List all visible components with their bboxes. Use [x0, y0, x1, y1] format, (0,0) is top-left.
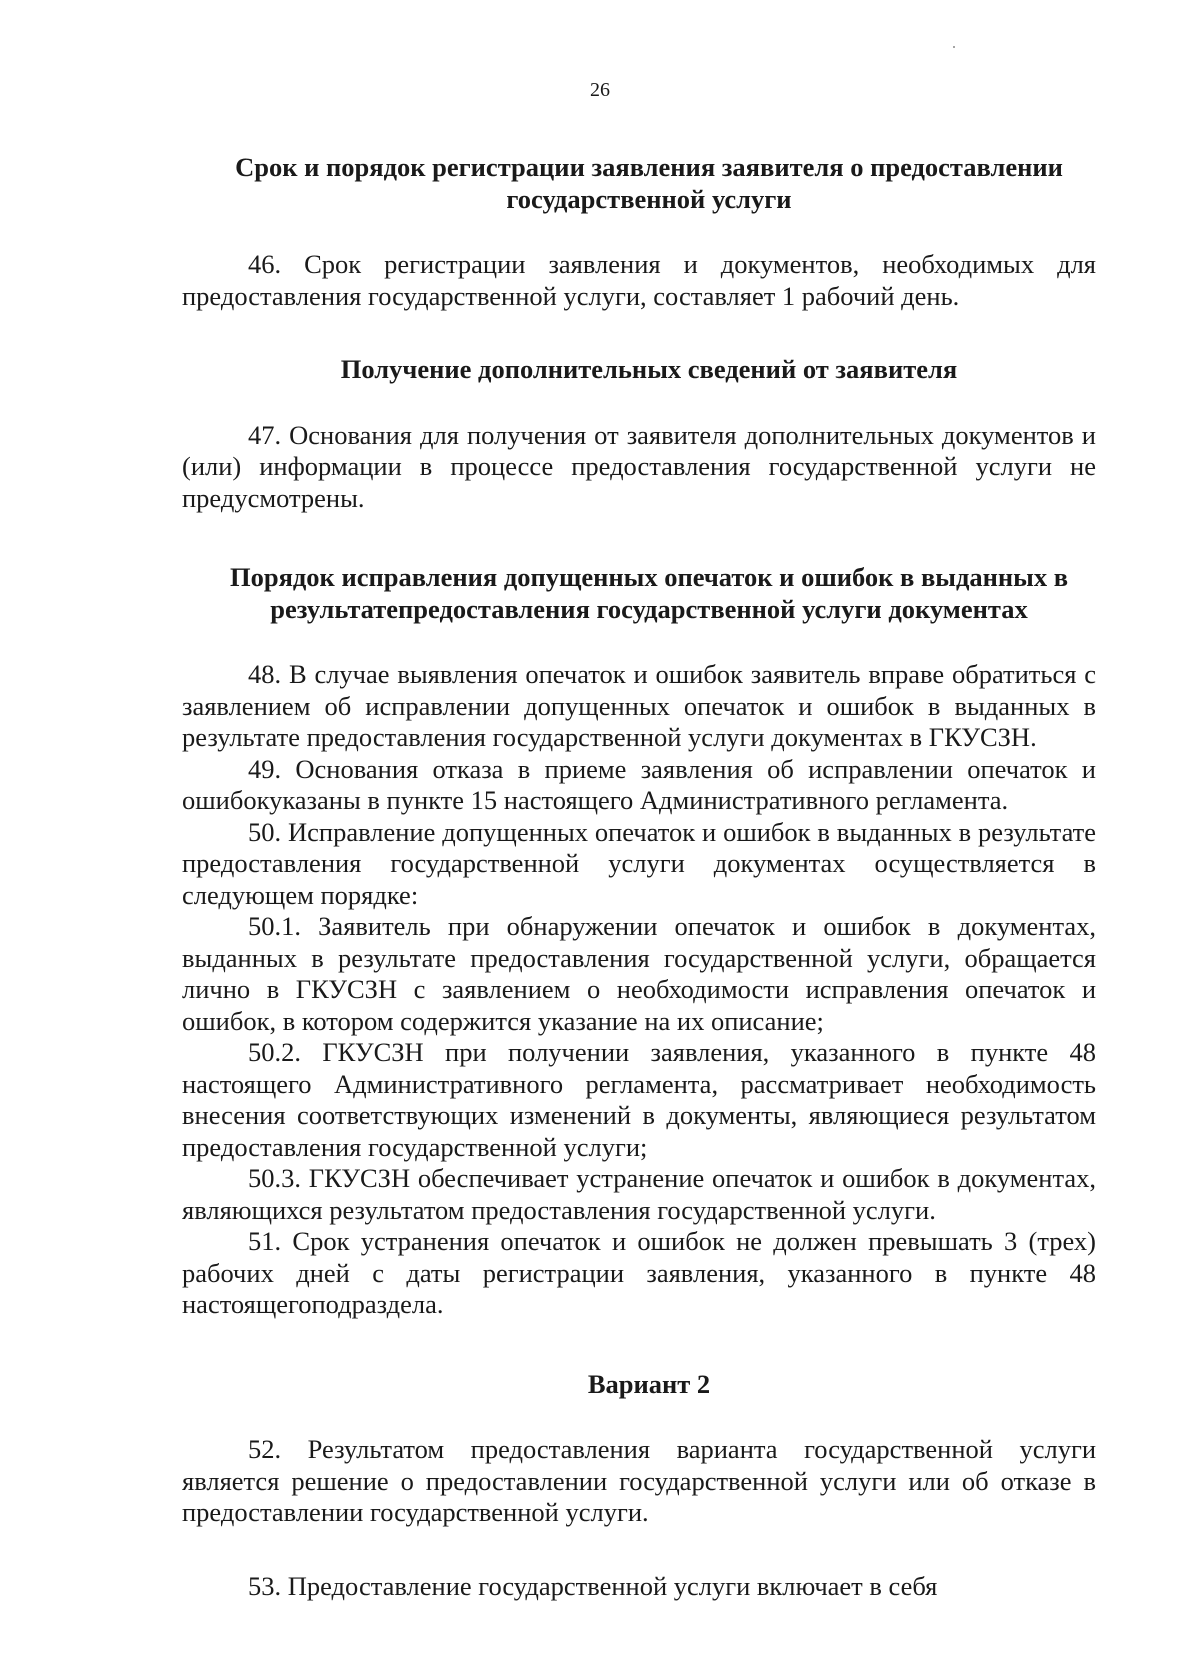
paragraph-53: 53. Предоставление государственной услуги включает в себя — [248, 1570, 938, 1601]
paragraph-48: 48. В случае выявления опечаток и ошибок заявитель вправе обратиться с заявлением об исправлении допущенных опечаток и ошибок в выданных в результате предоставления государственной услуги документах в ГКУСЗН. — [182, 659, 1096, 752]
paragraph-50-1: 50.1. Заявитель при обнаружении опечаток и ошибок в документах, выданных в результате предоставления государственной услуги, обращается лично в ГКУСЗН с заявлением о необходимости исправления опечаток и ошибок, в котором содержится указание на их описание; — [182, 911, 1096, 1036]
paragraph-50-3: 50.3. ГКУСЗН обеспечивает устранение опечаток и ошибок в документах, являющихся результатом предоставления государственной услуги. — [182, 1163, 1096, 1225]
paragraph-50: 50. Исправление допущенных опечаток и ошибок в выданных в результате предоставления государственной услуги документах осуществляется в следующем порядке: — [182, 816, 1096, 910]
paragraph-50-2: 50.2. ГКУСЗН при получении заявления, указанного в пункте 48 настоящего Административного регламента, рассматривает необходимость внесения соответствующих изменений в документы, являющиеся результатом предоставления государственной услуги; — [182, 1037, 1096, 1162]
paragraph-49: 49. Основания отказа в приеме заявления об исправлении опечаток и ошибокуказаны в пункте 15 настоящего Административного регламента. — [182, 753, 1096, 815]
section-heading-variant-2: Вариант 2 — [587, 1368, 711, 1399]
paragraph-47: 47. Основания для получения от заявителя дополнительных документов и (или) информации в процессе предоставления государственной услуги не предусмотрены. — [182, 419, 1096, 513]
section-heading-corrections: Порядок исправления допущенных опечаток и ошибок в выданных в результатепредоставления государственной услуги документах — [229, 562, 1069, 624]
section-heading-additional-info: Получение дополнительных сведений от заявителя — [340, 354, 958, 384]
paragraph-46: 46. Срок регистрации заявления и документов, необходимых для предоставления государственной услуги, составляет 1 рабочий день. — [182, 249, 1096, 311]
document-body — [182, 152, 1096, 1602]
section-heading-registration: Срок и порядок регистрации заявления заявителя о предоставлении государственной услуги — [235, 152, 1063, 214]
paragraph-51: 51. Срок устранения опечаток и ошибок не должен превышать 3 (трех) рабочих дней с даты регистрации заявления, указанного в пункте 48 настоящегоподраздела. — [182, 1226, 1096, 1319]
scan-dot — [953, 46, 955, 48]
page-number: 26 — [590, 79, 610, 101]
paragraph-52: 52. Результатом предоставления варианта государственной услуги является решение о предоставлении государственной услуги или об отказе в предоставлении государственной услуги. — [182, 1434, 1096, 1527]
